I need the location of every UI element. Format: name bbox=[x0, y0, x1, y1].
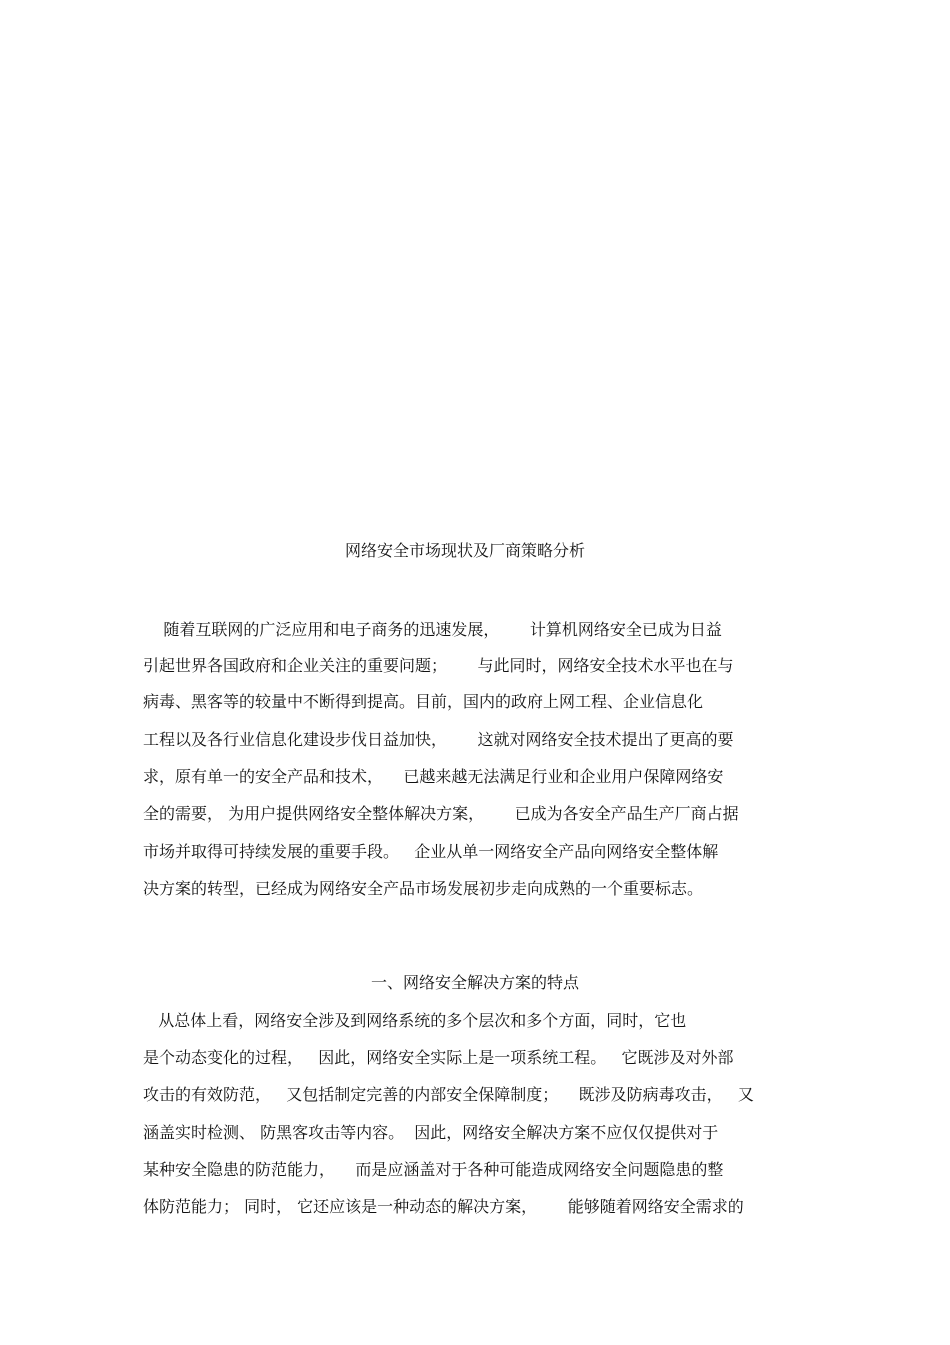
intro-line: 病毒、黑客等的较量中不断得到提高。目前，国内的政府上网工程、企业信息化 bbox=[143, 692, 704, 711]
section-line: 体防范能力； 同时， 它还应该是一种动态的解决方案， 能够随着网络安全需求的 bbox=[143, 1197, 744, 1216]
section-line: 攻击的有效防范， 又包括制定完善的内部安全保障制度； 既涉及防病毒攻击， 又 bbox=[143, 1085, 754, 1104]
section-line: 是个动态变化的过程， 因此，网络安全实际上是一项系统工程。 它既涉及对外部 bbox=[143, 1048, 734, 1067]
intro-line: 全的需要， 为用户提供网络安全整体解决方案， 已成为各安全产品生产厂商占据 bbox=[143, 804, 739, 823]
section-line: 涵盖实时检测、 防黑客攻击等内容。 因此，网络安全解决方案不应仅仅提供对于 bbox=[143, 1123, 719, 1142]
section-heading: 一、网络安全解决方案的特点 bbox=[370, 973, 579, 992]
section-line: 从总体上看，网络安全涉及到网络系统的多个层次和多个方面，同时，它也 bbox=[143, 1011, 687, 1030]
intro-line: 求，原有单一的安全产品和技术， 已越来越无法满足行业和企业用户保障网络安 bbox=[143, 767, 724, 786]
intro-line: 决方案的转型，已经成为网络安全产品市场发展初步走向成熟的一个重要标志。 bbox=[143, 879, 704, 898]
document-title: 网络安全市场现状及厂商策略分析 bbox=[344, 541, 585, 560]
intro-line: 引起世界各国政府和企业关注的重要问题； 与此同时，网络安全技术水平也在与 bbox=[143, 656, 734, 675]
section-line: 某种安全隐患的防范能力， 而是应涵盖对于各种可能造成网络安全问题隐患的整 bbox=[143, 1160, 724, 1179]
intro-line: 随着互联网的广泛应用和电子商务的迅速发展， 计算机网络安全已成为日益 bbox=[143, 620, 722, 639]
intro-line: 市场并取得可持续发展的重要手段。 企业从单一网络安全产品向网络安全整体解 bbox=[143, 842, 719, 861]
intro-line: 工程以及各行业信息化建设步伐日益加快， 这就对网络安全技术提出了更高的要 bbox=[143, 730, 734, 749]
